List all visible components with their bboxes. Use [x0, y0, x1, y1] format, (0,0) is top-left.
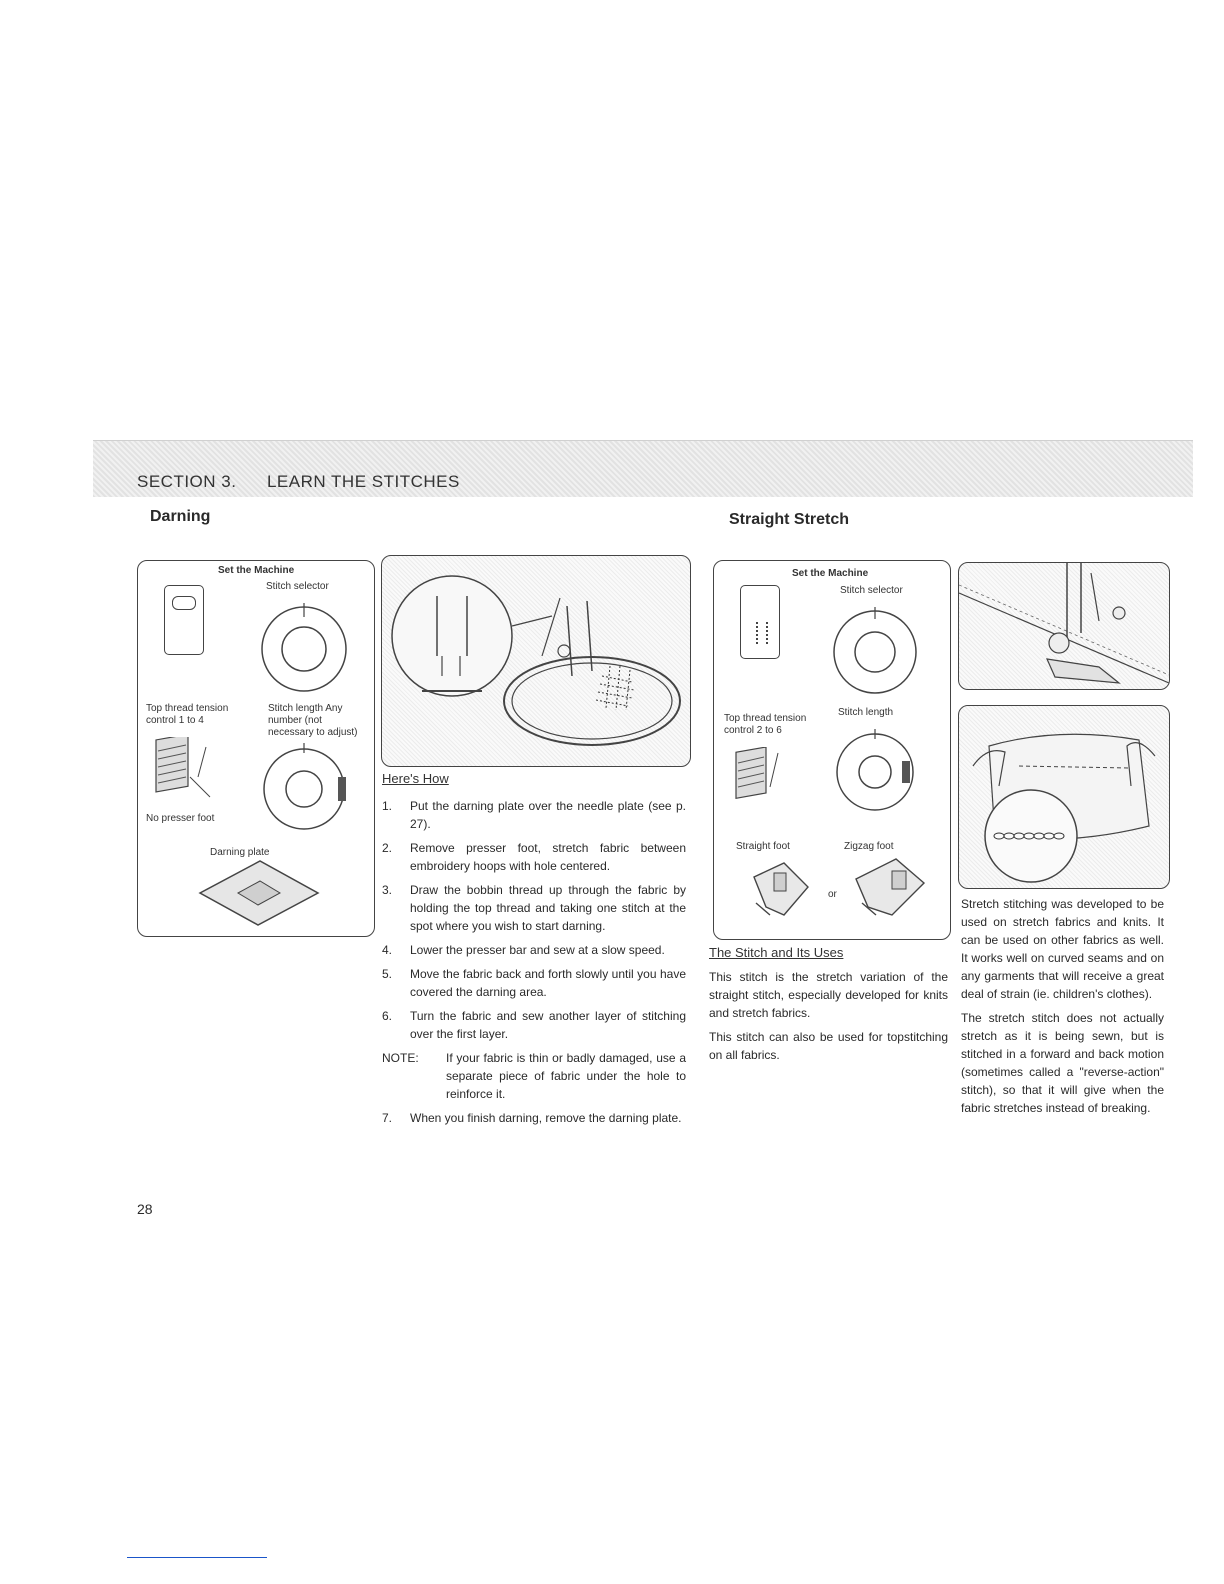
tension-label: Top thread tension control 2 to 6: [724, 713, 807, 736]
paragraph: This stitch is the stretch variation of the straight stitch, especially developed for knits and stretch fabrics.: [709, 970, 948, 1020]
stretch-settings-panel: [713, 560, 951, 940]
darning-plate-label: Darning plate: [210, 847, 270, 858]
set-machine-title: Set the Machine: [218, 565, 295, 576]
presser-foot-illustration-panel: [958, 562, 1170, 690]
list-item: 7. When you finish darning, remove the darning plate.: [382, 1111, 682, 1125]
darning-settings-panel: [137, 560, 375, 937]
darning-heading: Darning: [150, 508, 211, 525]
list-item: 4. Lower the presser bar and sew at a slow speed.: [382, 943, 665, 957]
embroidery-hoop-illustration: [382, 556, 690, 766]
presser-foot-sewing-illustration: [959, 563, 1169, 689]
stitch-selector-label: Stitch selector: [840, 585, 903, 596]
straight-foot-label: Straight foot: [736, 841, 790, 852]
list-item: 3. Draw the bobbin thread up through the fabric by holding the top thread and taking one stitch at the spot where you wish to start darning.: [382, 883, 686, 933]
stitch-uses-text: [709, 968, 948, 1070]
stretch-description-text: [961, 895, 1164, 1123]
stitch-selector-dial-icon: [258, 603, 350, 695]
section-title: [137, 472, 460, 492]
presser-foot-label: No presser foot: [146, 813, 215, 824]
tension-wheel-icon: [150, 737, 230, 807]
stitch-selector-window: [740, 585, 780, 659]
paragraph: Stretch stitching was developed to be used on stretch fabrics and knits. It can be used on other fabrics as well. It works well on curved seams and on any garments that will receive a great deal of strain (ie. children's clothes).: [961, 897, 1164, 1001]
straight-stretch-heading: Straight Stretch: [729, 511, 850, 528]
page-number: 28: [137, 1201, 153, 1217]
zigzag-foot-label: Zigzag foot: [844, 841, 894, 852]
list-item: 6. Turn the fabric and sew another layer of stitching over the first layer.: [382, 1009, 686, 1041]
list-item: 1. Put the darning plate over the needle plate (see p. 27).: [382, 799, 686, 831]
stitch-selector-label: Stitch selector: [266, 581, 329, 592]
stitch-length-dial-icon: [832, 729, 918, 815]
darning-plate-icon: [194, 857, 324, 929]
list-item: 5. Move the fabric back and forth slowly until you have covered the darning area.: [382, 967, 686, 999]
tension-wheel-icon: [732, 747, 802, 811]
stretching-fabric-illustration: [959, 706, 1169, 888]
or-label: or: [828, 889, 837, 900]
footer-rule: [127, 1557, 267, 1558]
stitch-selector-window: [164, 585, 204, 655]
straight-foot-icon: [744, 857, 816, 921]
stitch-length-label: Stitch length: [838, 707, 894, 718]
list-item: 2. Remove presser foot, stretch fabric between embroidery hoops with hole centered.: [382, 841, 686, 873]
selector-symbol-icon: [172, 596, 196, 610]
zigzag-foot-icon: [848, 853, 932, 921]
section-number: SECTION 3.: [137, 472, 237, 491]
paragraph: The stretch stitch does not actually stretch as it is being sewn, but is stitched in a forward and back motion (sometimes called a "reverse-action" stitch), so that it will give when the fabric stretches instead of breaking.: [961, 1011, 1164, 1115]
section-name: LEARN THE STITCHES: [266, 472, 460, 491]
darning-note: NOTE: If your fabric is thin or badly damaged, use a separate piece of fabric under the hole to reinforce it.: [382, 1051, 686, 1101]
stitch-selector-dial-icon: [830, 607, 920, 697]
darning-illustration-panel: [381, 555, 691, 767]
tension-label: Top thread tension control 1 to 4: [146, 703, 229, 726]
set-machine-title: Set the Machine: [792, 568, 869, 579]
stitch-uses-heading: The Stitch and Its Uses: [709, 945, 844, 960]
paragraph: This stitch can also be used for topstitching on all fabrics.: [709, 1030, 948, 1062]
stitch-length-label: Stitch length Any number (not necessary to adjust): [268, 703, 358, 738]
stretch-stitch-symbol-icon: [756, 622, 768, 644]
stretch-fabric-illustration-panel: [958, 705, 1170, 889]
stitch-length-dial-icon: [258, 743, 350, 835]
heres-how-heading: Here's How: [382, 771, 449, 786]
darning-steps-list: [382, 797, 686, 1133]
